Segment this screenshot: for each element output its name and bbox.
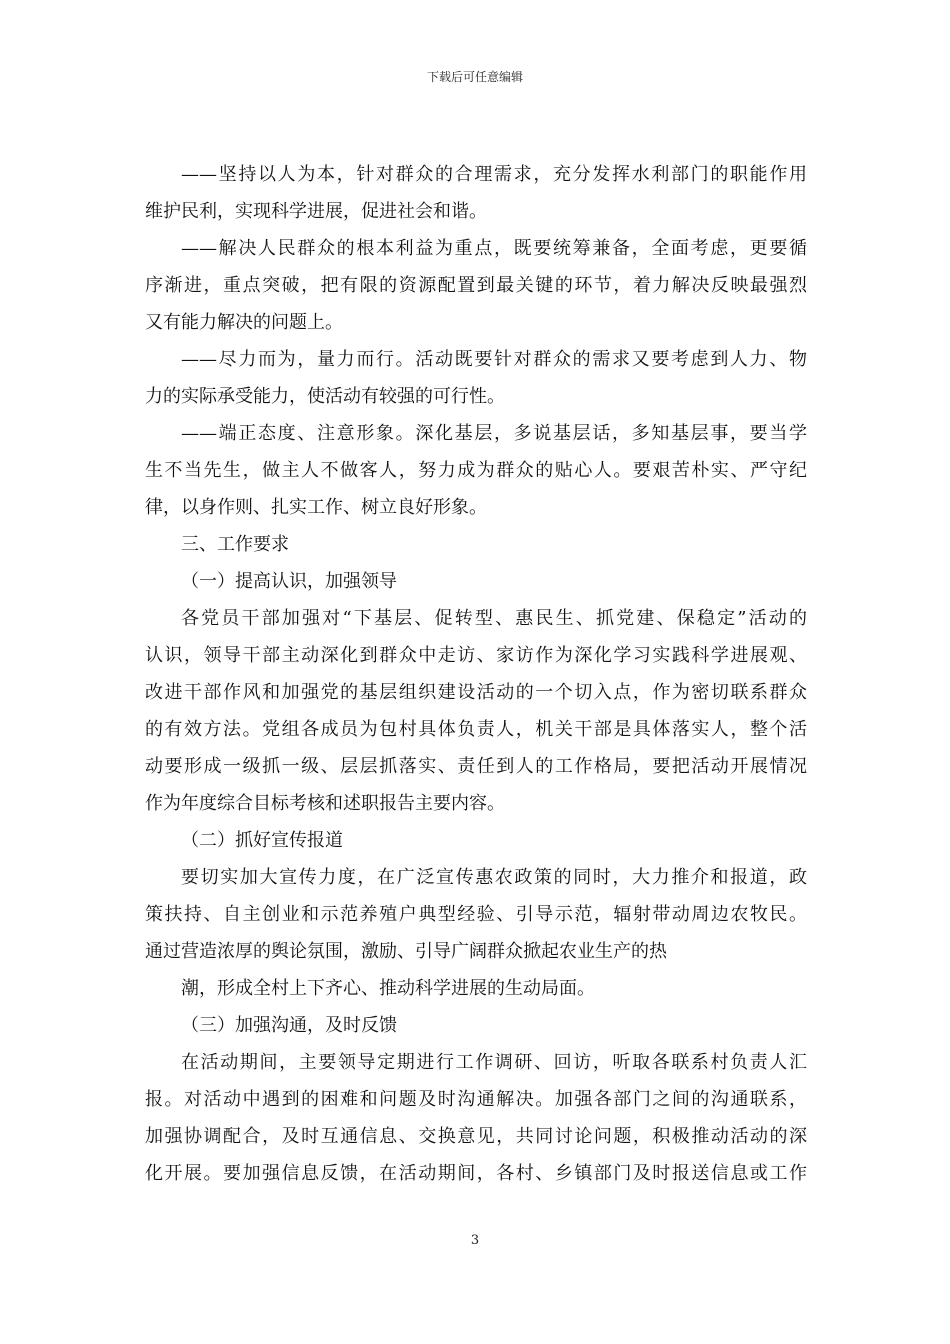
text-line: （一）提高认识，加强领导 (181, 571, 397, 592)
text-line: 又有能力解决的问题上。 (145, 312, 343, 333)
text-line: 改进干部作风和加强党的基层组织建设活动的一个切入点，作为密切联系群众 (145, 682, 807, 703)
text-line: 序渐进，重点突破，把有限的资源配置到最关键的环节，着力解决反映最强烈 (145, 275, 807, 296)
text-line: 三、工作要求 (181, 534, 289, 555)
text-line: ——解决人民群众的根本利益为重点，既要统筹兼备，全面考虑，更要循 (181, 238, 807, 259)
text-line: ——端正态度、注意形象。深化基层，多说基层话，多知基层事，要当学 (181, 423, 807, 444)
text-line: 通过营造浓厚的舆论氛围，激励、引导广阔群众掀起农业生产的热 (145, 941, 667, 962)
text-line: 要切实加大宣传力度，在广泛宣传惠农政策的同时，大力推介和报道，政 (181, 867, 807, 888)
document-body (145, 156, 807, 1192)
text-line: 的有效方法。党组各成员为包村具体负责人，机关干部是具体落实人，整个活 (145, 719, 807, 740)
text-line: （三）加强沟通，及时反馈 (181, 1015, 397, 1036)
text-line: 认识，领导干部主动深化到群众中走访、家访作为深化学习实践科学进展观、 (145, 645, 807, 666)
text-line: 各党员干部加强对“下基层、促转型、惠民生、抓党建、保稳定”活动的 (181, 608, 807, 629)
text-line: 加强协调配合，及时互通信息、交换意见，共同讨论问题，积极推动活动的深 (145, 1126, 807, 1147)
text-line: 力的实际承受能力，使活动有较强的可行性。 (145, 386, 505, 407)
text-line: ——尽力而为，量力而行。活动既要针对群众的需求又要考虑到人力、物 (181, 349, 807, 370)
text-line: 生不当先生，做主人不做客人，努力成为群众的贴心人。要艰苦朴实、严守纪 (145, 460, 807, 481)
text-line: 报。对活动中遇到的困难和问题及时沟通解决。加强各部门之间的沟通联系， (145, 1089, 807, 1110)
text-line: 律，以身作则、扎实工作、树立良好形象。 (145, 497, 487, 518)
text-line: 作为年度综合目标考核和述职报告主要内容。 (145, 793, 505, 814)
text-line: 策扶持、自主创业和示范养殖户典型经验、引导示范，辐射带动周边农牧民。 (145, 904, 807, 925)
text-line: 维护民利，实现科学进展，促进社会和谐。 (145, 201, 487, 222)
text-line: 动要形成一级抓一级、层层抓落实、责任到人的工作格局，要把活动开展情况 (145, 756, 807, 777)
text-line: 在活动期间，主要领导定期进行工作调研、回访，听取各联系村负责人汇 (181, 1052, 807, 1073)
page-header: 下载后可任意编辑 (426, 70, 523, 84)
text-line: 化开展。要加强信息反馈，在活动期间，各村、乡镇部门及时报送信息或工作 (145, 1163, 807, 1184)
page-number: 3 (470, 1233, 480, 1248)
text-line: 潮，形成全村上下齐心、推动科学进展的生动局面。 (181, 978, 595, 999)
text-line: （二）抓好宣传报道 (181, 830, 343, 851)
text-line: ——坚持以人为本，针对群众的合理需求，充分发挥水利部门的职能作用 (181, 164, 807, 185)
